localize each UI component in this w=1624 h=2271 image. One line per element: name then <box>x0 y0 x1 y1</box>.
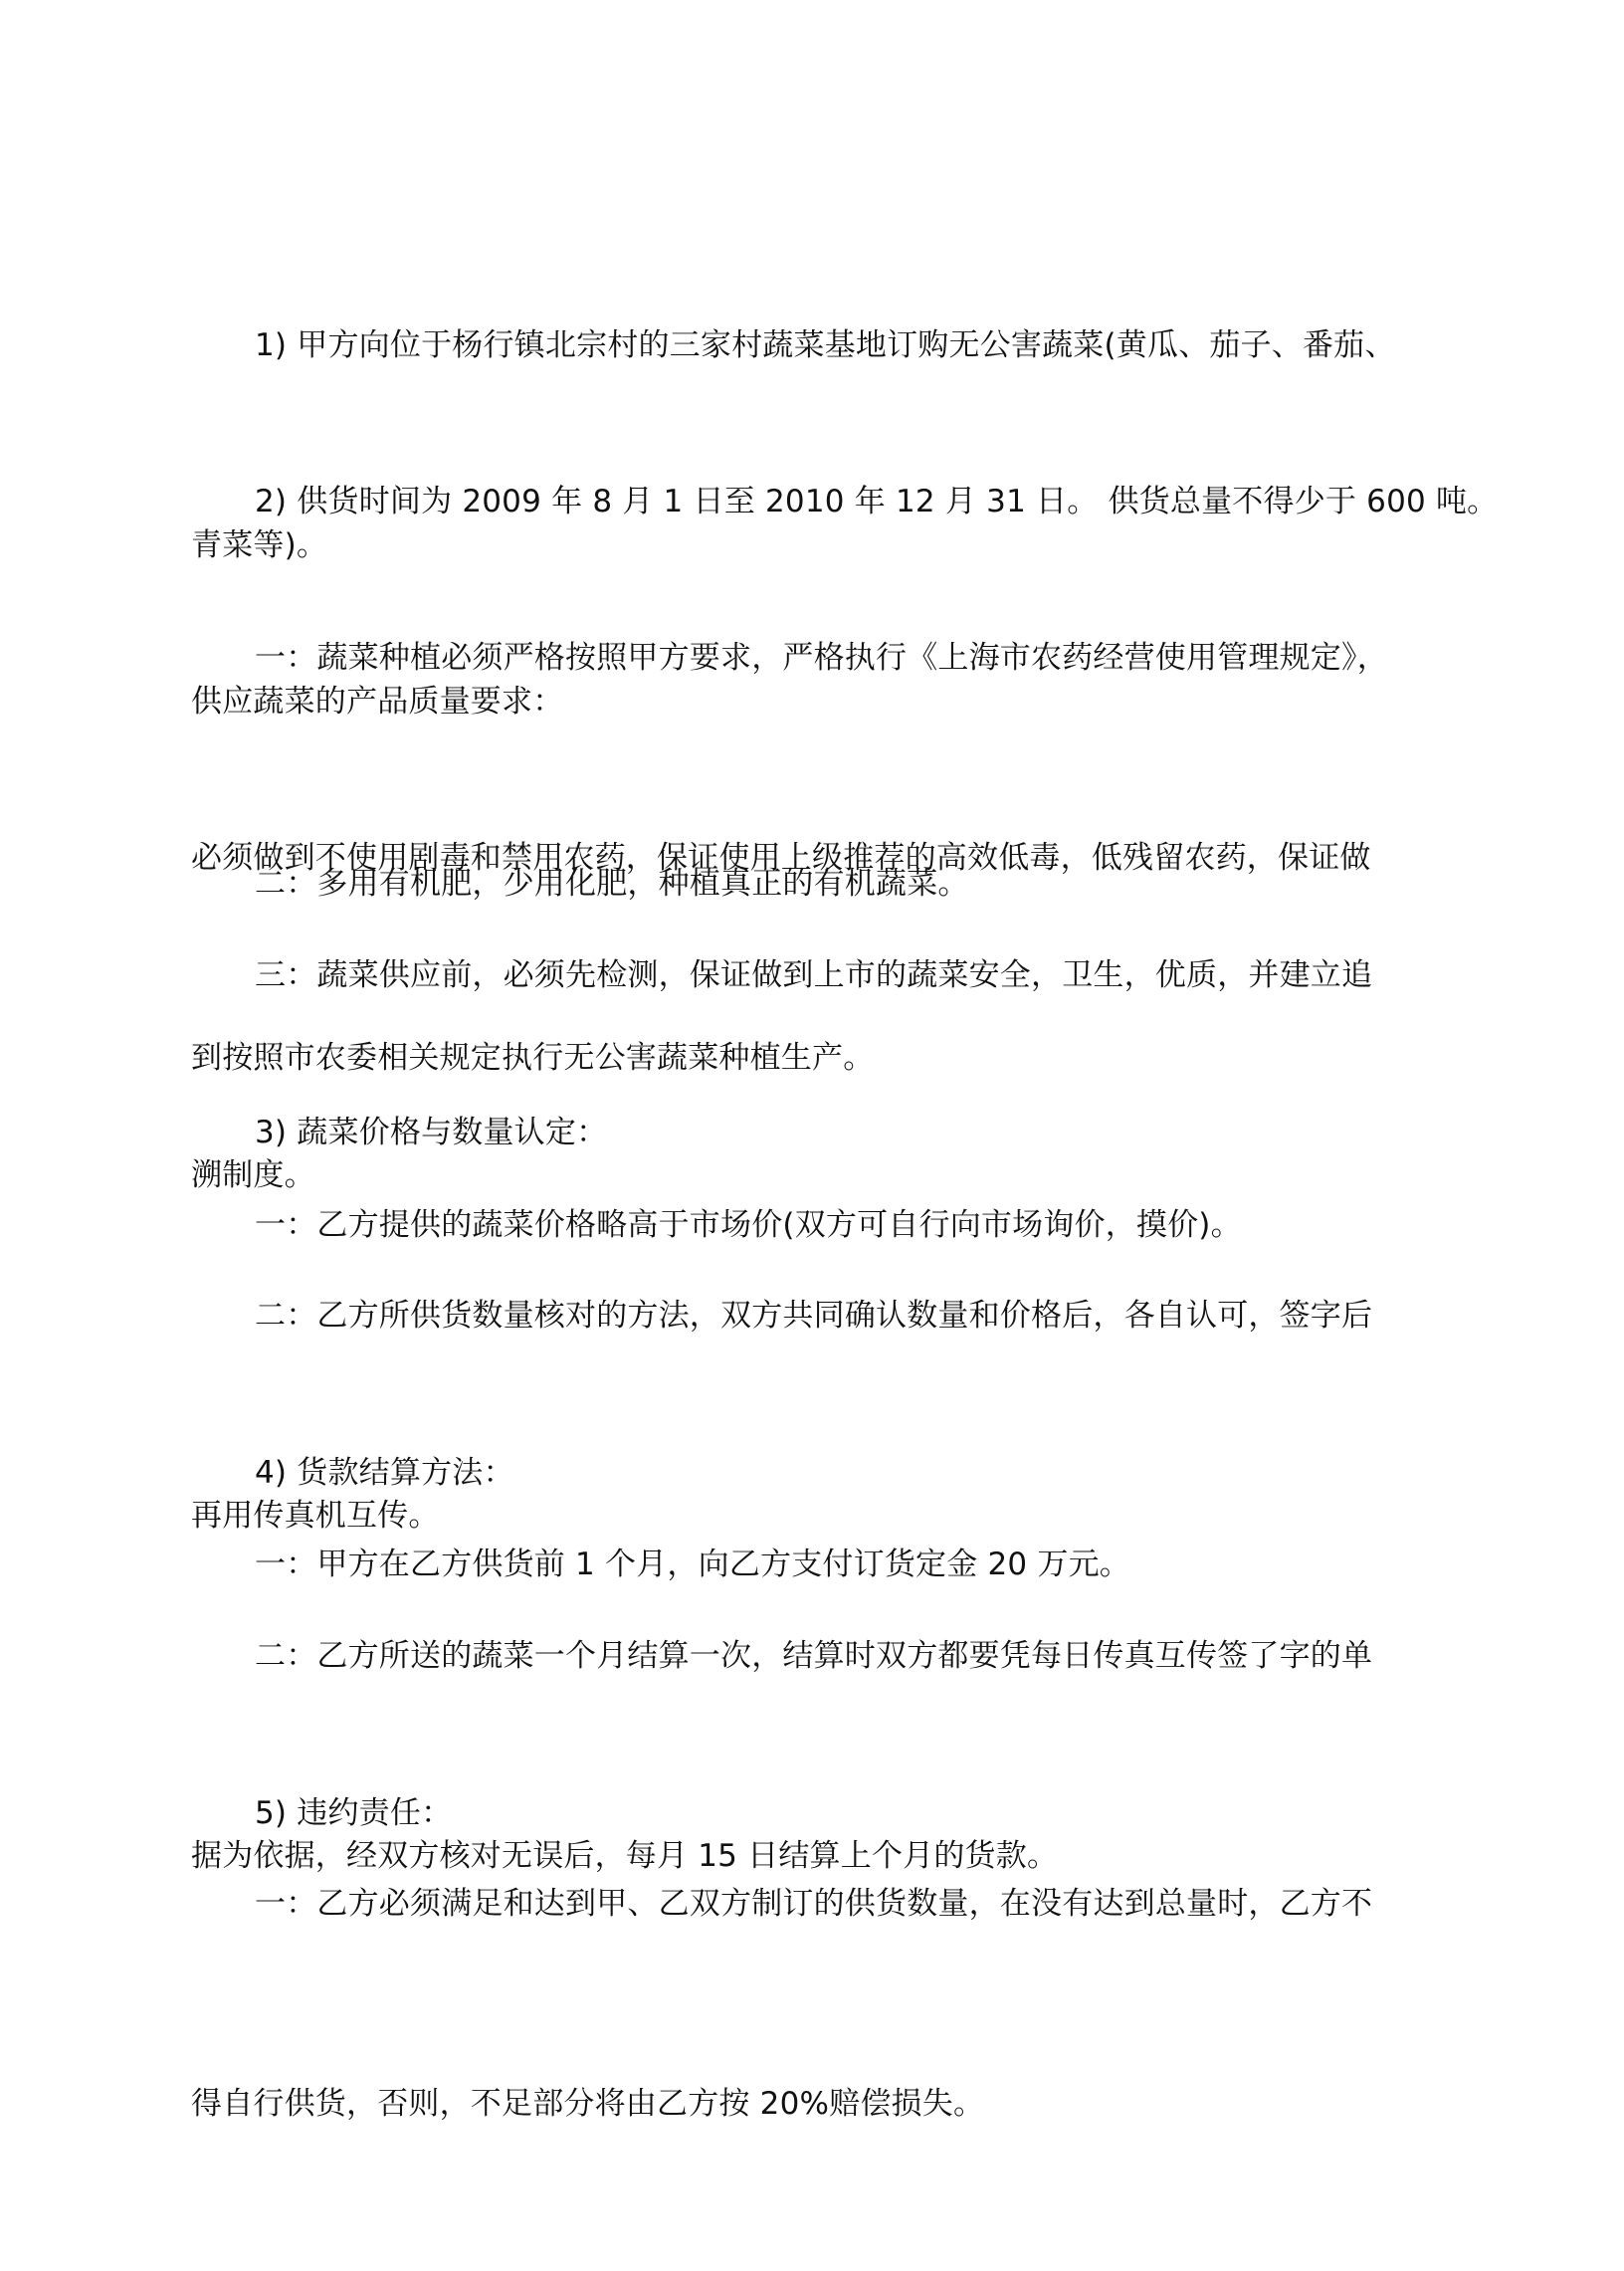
text-line: 一：乙方提供的蔬菜价格略高于市场价(双方可自行向市场询价，摸价)。 <box>255 1207 1242 1243</box>
text-line: 青菜等)。 <box>191 527 328 563</box>
text-line: 二：多用有机肥，少用化肥，种植真正的有机蔬菜。 <box>255 866 969 902</box>
text-line: 3) 蔬菜价格与数量认定： <box>255 1115 608 1150</box>
text-line: 一：乙方必须满足和达到甲、乙双方制订的供货数量，在没有达到总量时，乙方不 <box>255 1886 1373 1922</box>
text-line: 一：甲方在乙方供货前 1 个月，向乙方支付订货定金 20 万元。 <box>255 1547 1130 1582</box>
text-line: 到按照市农委相关规定执行无公害蔬菜种植生产。 <box>191 1040 875 1076</box>
text-line: 1) 甲方向位于杨行镇北宗村的三家村蔬菜基地订购无公害蔬菜(黄瓜、茄子、番茄、 <box>255 327 1396 363</box>
text-line: 供应蔬菜的产品质量要求： <box>191 684 564 720</box>
text-line: 二：乙方所供货数量核对的方法，双方共同确认数量和价格后，各自认可，签字后 <box>255 1298 1373 1334</box>
text-line: 再用传真机互传。 <box>191 1498 440 1534</box>
text-line: 得自行供货，否则，不足部分将由乙方按 20%赔偿损失。 <box>191 2086 985 2122</box>
text-line: 据为依据，经双方核对无误后，每月 15 日结算上个月的货款。 <box>191 1838 1059 1874</box>
text-line: 5) 违约责任： <box>255 1795 453 1831</box>
paragraph-liability-one <box>191 1738 1433 2271</box>
text-line: 2) 供货时间为 2009 年 8 月 1 日至 2010 年 12 月 31 日。 供货总量不得少于 600 吨。 <box>255 484 1499 519</box>
text-line: 必须做到不使用剧毒和禁用农药，保证使用上级推荐的高效低毒，低残留农药，保证做 <box>191 840 1371 876</box>
text-line: 溯制度。 <box>191 1157 315 1193</box>
text-line: 4) 货款结算方法： <box>255 1455 514 1491</box>
text-line: 二：乙方所送的蔬菜一个月结算一次，结算时双方都要凭每日传真互传签了字的单 <box>255 1638 1373 1674</box>
text-line: 三：蔬菜供应前，必须先检测，保证做到上市的蔬菜安全，卫生，优质，并建立追 <box>255 957 1373 993</box>
text-line: 一：蔬菜种植必须严格按照甲方要求，严格执行《上海市农药经营使用管理规定》， <box>255 640 1388 676</box>
